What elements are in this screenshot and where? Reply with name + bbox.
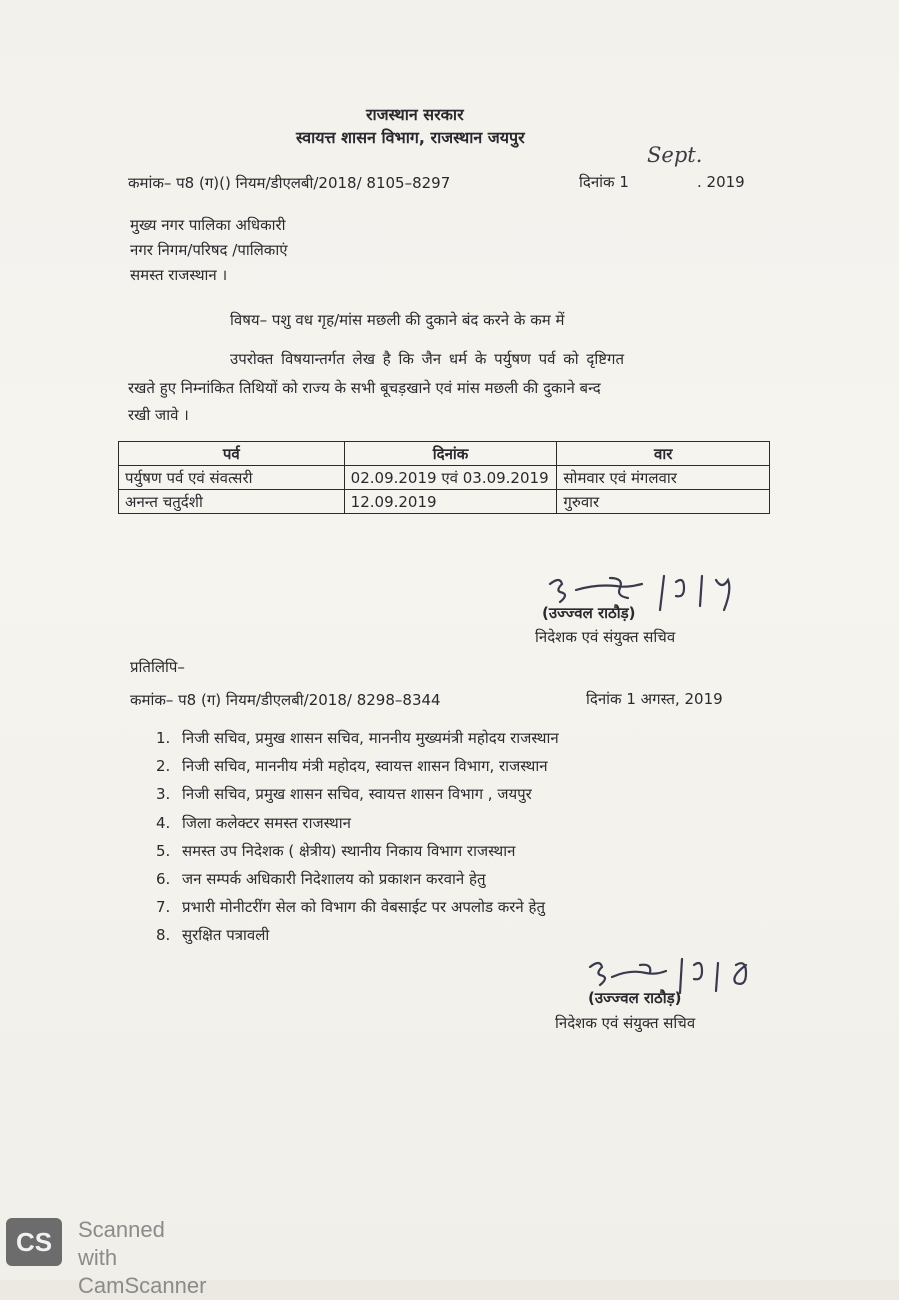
signatory-designation: निदेशक एवं संयुक्त सचिव bbox=[535, 628, 676, 646]
camscanner-logo: CS bbox=[6, 1218, 62, 1266]
schedule-table bbox=[118, 441, 770, 514]
table-header-cell: वार bbox=[557, 442, 770, 466]
reference-number: कमांक– प8 (ग)() नियम/डीएलबी/2018/ 8105–8297 bbox=[128, 174, 451, 192]
table-cell: अनन्त चतुर्दशी bbox=[119, 490, 345, 514]
body-line-3: रखी जावे । bbox=[128, 406, 189, 424]
reference-year: . 2019 bbox=[697, 173, 745, 191]
reference-date-label: दिनांक 1 bbox=[579, 173, 629, 191]
table-cell: 12.09.2019 bbox=[344, 490, 557, 514]
table-cell: 02.09.2019 एवं 03.09.2019 bbox=[344, 466, 557, 490]
addressee-line-3: समस्त राजस्थान । bbox=[130, 266, 228, 284]
copy-list bbox=[156, 727, 559, 953]
list-item: 1. निजी सचिव, प्रमुख शासन सचिव, माननीय मुख्यमंत्री महोदय राजस्थान bbox=[156, 729, 559, 747]
list-item: 6. जन सम्पर्क अधिकारी निदेशालय को प्रकाशन करवाने हेतु bbox=[156, 869, 486, 888]
table-row bbox=[119, 490, 770, 514]
list-item: 5. समस्त उप निदेशक ( क्षेत्रीय) स्थानीय निकाय विभाग राजस्थान bbox=[156, 841, 516, 860]
signatory-name: (उज्ज्वल राठौड़) bbox=[588, 989, 682, 1007]
copy-label: प्रतिलिपि– bbox=[130, 658, 185, 676]
copy-reference-date: दिनांक 1 अगस्त, 2019 bbox=[586, 690, 723, 708]
list-item: 2. निजी सचिव, माननीय मंत्री महोदय, स्वायत्त शासन विभाग, राजस्थान bbox=[156, 757, 548, 776]
table-row bbox=[119, 466, 770, 490]
table-header-row bbox=[119, 442, 770, 466]
table-header-cell: पर्व bbox=[119, 442, 345, 466]
table-cell: गुरुवार bbox=[557, 490, 770, 514]
body-line-2: रखते हुए निम्नांकित तिथियों को राज्य के सभी बूचड़खाने एवं मांस मछली की दुकाने बन्द bbox=[128, 379, 601, 397]
signatory-designation: निदेशक एवं संयुक्त सचिव bbox=[555, 1014, 696, 1032]
list-item: 8. सुरक्षित पत्रावली bbox=[156, 926, 270, 945]
list-item: 3. निजी सचिव, प्रमुख शासन सचिव, स्वायत्त शासन विभाग , जयपुर bbox=[156, 785, 532, 804]
header-department: स्वायत्त शासन विभाग, राजस्थान जयपुर bbox=[296, 128, 525, 147]
signatory-name: (उज्ज्वल राठौड़) bbox=[542, 604, 636, 622]
addressee-line-1: मुख्य नगर पालिका अधिकारी bbox=[130, 216, 286, 234]
copy-reference-number: कमांक– प8 (ग) नियम/डीएलबी/2018/ 8298–8344 bbox=[130, 691, 441, 709]
list-item: 4. जिला कलेक्टर समस्त राजस्थान bbox=[156, 813, 351, 832]
table-cell: पर्युषण पर्व एवं संवत्सरी bbox=[119, 466, 345, 490]
body-line-1: उपरोक्त विषयान्तर्गत लेख है कि जैन धर्म के पर्युषण पर्व को दृष्टिगत bbox=[230, 350, 625, 368]
table-header-cell: दिनांक bbox=[344, 442, 557, 466]
table-cell: सोमवार एवं मंगलवार bbox=[557, 466, 770, 490]
list-item: 7. प्रभारी मोनीटरींग सेल को विभाग की वेबसाईट पर अपलोड करने हेतु bbox=[156, 898, 546, 917]
addressee-line-2: नगर निगम/परिषद /पालिकाएं bbox=[130, 241, 288, 259]
subject-line: विषय– पशु वध गृह/मांस मछली की दुकाने बंद करने के कम में bbox=[230, 311, 565, 329]
handwritten-month: Sept. bbox=[647, 143, 703, 167]
header-title: राजस्थान सरकार bbox=[366, 105, 464, 124]
watermark-text: Scanned with CamScanner bbox=[78, 1217, 207, 1298]
